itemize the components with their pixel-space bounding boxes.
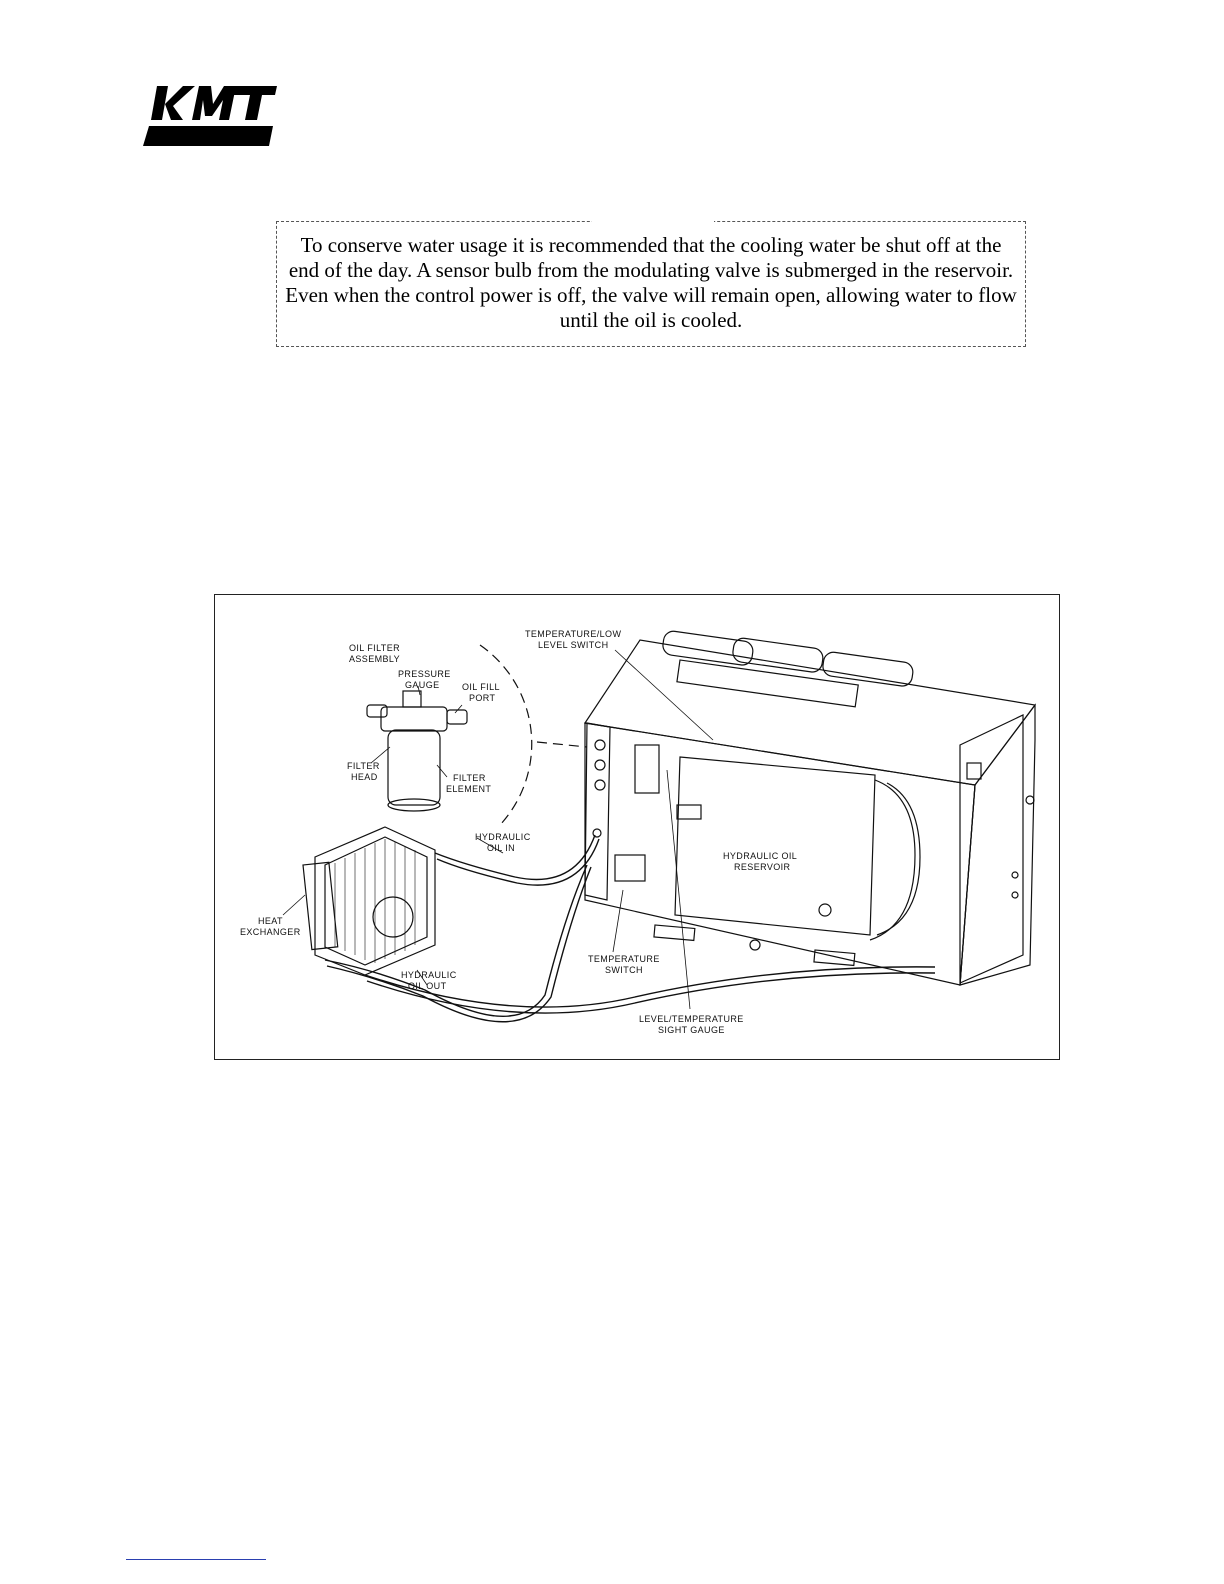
cylinder-1 (662, 630, 754, 666)
label-heat-exchanger-2: EXCHANGER (240, 927, 301, 937)
label-hydraulic-oil-in-2: OIL IN (487, 843, 516, 853)
label-hydraulic-oil-in-1: HYDRAULIC (475, 832, 531, 842)
label-oil-filter-assembly-2: ASSEMBLY (349, 654, 401, 664)
notice-box (276, 221, 1026, 347)
label-pressure-gauge-2: GAUGE (405, 680, 440, 690)
label-temperature-switch-2: SWITCH (605, 965, 643, 975)
kmt-logo (143, 84, 278, 148)
label-temperature-switch-1: TEMPERATURE (588, 954, 660, 964)
label-oil-fill-port-1: OIL FILL (462, 682, 500, 692)
control-box (960, 715, 1023, 983)
label-filter-element-1: FILTER (453, 773, 486, 783)
notice-text: To conserve water usage it is recommended that the cooling water be shut off at the end of the day. A sensor bulb from the modulating valve is submerged in the reservoir. Even when the control power is off, the valve will remain open, allowing water to flow until the oil is cooled. (285, 233, 1017, 332)
label-temperature-low-level-switch-1: TEMPERATURE/LOW (525, 629, 622, 639)
hose-oil-out (325, 865, 587, 1016)
footer-rule (126, 1559, 266, 1560)
hydraulic-system-figure (214, 594, 1060, 1060)
label-hydraulic-oil-reservoir-2: RESERVOIR (734, 862, 791, 872)
top-rail (677, 660, 858, 707)
label-filter-element-2: ELEMENT (446, 784, 492, 794)
label-heat-exchanger-1: HEAT (258, 916, 283, 926)
label-level-temperature-sight-gauge-2: SIGHT GAUGE (658, 1025, 725, 1035)
label-hydraulic-oil-out-2: OIL OUT (408, 981, 447, 991)
label-pressure-gauge-1: PRESSURE (398, 669, 451, 679)
label-oil-filter-assembly-1: OIL FILTER (349, 643, 401, 653)
label-filter-head-2: HEAD (351, 772, 378, 782)
label-level-temperature-sight-gauge-1: LEVEL/TEMPERATURE (639, 1014, 744, 1024)
label-filter-head-1: FILTER (347, 761, 380, 771)
notice-border-gap (592, 219, 714, 225)
label-hydraulic-oil-out-1: HYDRAULIC (401, 970, 457, 980)
label-oil-fill-port-2: PORT (469, 693, 496, 703)
filter-element (388, 730, 440, 805)
filter-head (381, 707, 447, 731)
hydraulic-system-drawing (215, 595, 1060, 1060)
label-temperature-low-level-switch-2: LEVEL SWITCH (538, 640, 609, 650)
figure-labels (240, 629, 797, 1035)
cabinet-side (960, 705, 1035, 985)
reservoir-panel (675, 757, 875, 935)
label-hydraulic-oil-reservoir-1: HYDRAULIC OIL (723, 851, 798, 861)
